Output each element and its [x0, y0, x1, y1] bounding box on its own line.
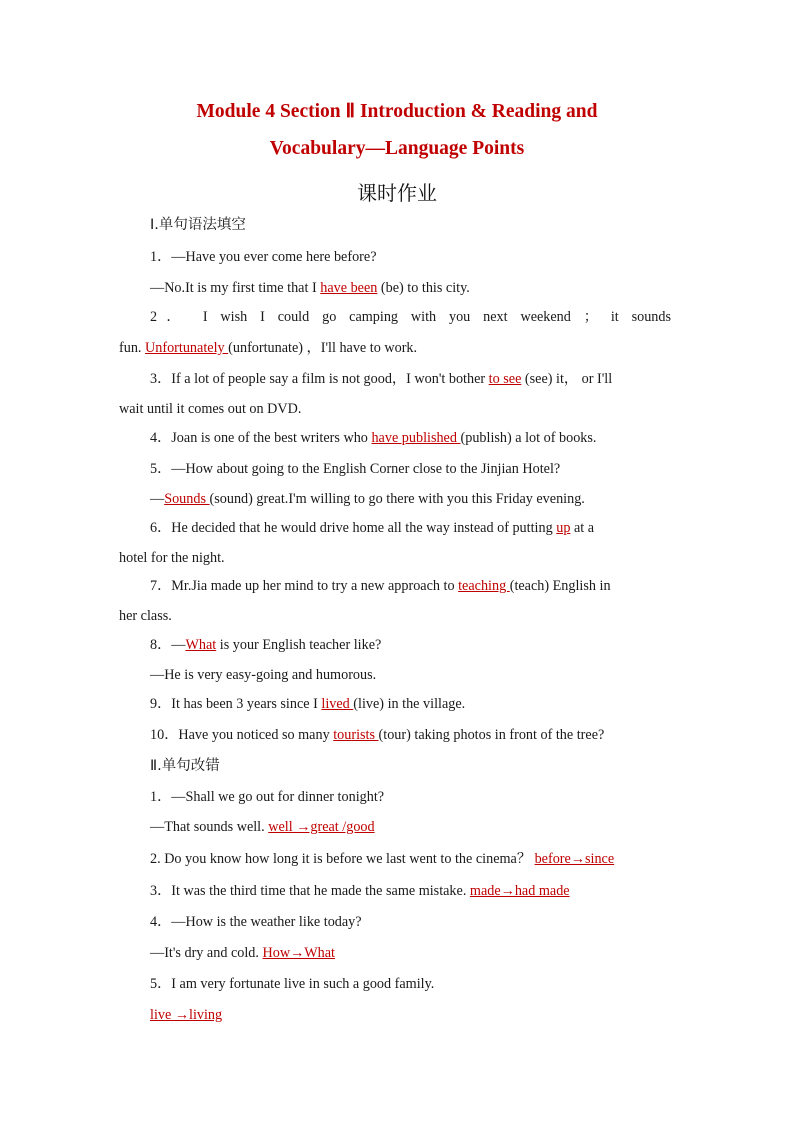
q10-text: 10．Have you noticed so many: [150, 727, 334, 743]
q3-answer: to see: [488, 371, 522, 387]
p2-q4-line-b: [150, 944, 335, 962]
q3-text: 3．If a lot of people say a film is not good，I won't bother: [150, 371, 489, 387]
q8-text: 8．—: [150, 637, 186, 653]
p2-q2-line: [150, 850, 614, 868]
q9-line: [150, 695, 465, 713]
p2-q4-answer: How→What: [262, 945, 335, 961]
q8-answer: What: [185, 637, 217, 653]
q4-text: 4．Joan is one of the best writers who: [150, 430, 372, 446]
q4-answer: have published: [371, 430, 461, 446]
q6-answer: up: [556, 520, 571, 536]
p2-q4-line-a: 4．—How is the weather like today?: [150, 914, 362, 930]
q10-line: [150, 726, 604, 744]
q7-text-post: (teach) English in: [509, 578, 611, 594]
p2-q5-line-a: 5．I am very fortunate live in such a good family.: [150, 976, 435, 992]
q1-line-a: 1．—Have you ever come here before?: [150, 249, 377, 265]
q1-text-post: (be) to this city.: [377, 280, 470, 296]
q7-answer: teaching: [458, 578, 510, 594]
p2-q4-text: —It's dry and cold.: [150, 945, 263, 961]
q5-answer: Sounds: [164, 491, 210, 507]
q8-line-b: —He is very easy-going and humorous.: [150, 667, 377, 683]
q6-line-b: hotel for the night.: [119, 550, 225, 566]
title-line-2: Vocabulary—Language Points: [269, 138, 525, 159]
q2-text-post: (unfortunate) ，I'll have to work.: [228, 340, 418, 356]
q2-answer: Unfortunately: [145, 340, 229, 356]
q4-line: [150, 429, 596, 447]
q3-text-post: (see) it， or I'll: [521, 371, 613, 387]
q2-line-a: 2． I wish I could go camping with you next weekend ； it sounds: [150, 309, 671, 325]
q10-text-post: (tour) taking photos in front of the tree?: [378, 727, 605, 743]
q3-line-a: [150, 370, 612, 388]
part1-heading: Ⅰ.单句语法填空: [150, 217, 246, 233]
q3-line-b: wait until it comes out on DVD.: [119, 401, 302, 417]
p2-q1-line-a: 1．—Shall we go out for dinner tonight?: [150, 789, 385, 805]
subtitle: 课时作业: [357, 181, 437, 205]
q5-text: —: [150, 491, 165, 507]
part2-heading: Ⅱ.单句改错: [150, 758, 220, 774]
q5-line-b: [150, 490, 585, 508]
q1-answer: have been: [320, 280, 378, 296]
p2-q5-answer: live →living: [150, 1007, 223, 1023]
q6-text: 6．He decided that he would drive home all the way instead of putting: [150, 520, 557, 536]
q9-text-post: (live) in the village.: [353, 696, 466, 712]
q6-line-a: [150, 519, 594, 537]
p2-q5-line-b: [150, 1006, 222, 1024]
q2-line-b: [119, 339, 417, 357]
p2-q3-text: 3．It was the third time that he made the same mistake.: [150, 883, 470, 899]
q2-text: fun.: [119, 340, 146, 356]
p2-q1-line-b: [150, 818, 375, 836]
q8-line-a: [150, 636, 381, 654]
q7-line-b: her class.: [119, 608, 172, 624]
p2-q1-text: —That sounds well.: [150, 819, 269, 835]
p2-q3-answer: made→had made: [469, 883, 570, 899]
p2-q2-text: 2. Do you know how long it is before we last went to the cinema？: [150, 851, 535, 867]
q5-line-a: 5．—How about going to the English Corner close to the Jinjian Hotel?: [150, 461, 561, 477]
q4-text-post: (publish) a lot of books.: [460, 430, 597, 446]
p2-q3-line: [150, 882, 570, 900]
title-line-1: Module 4 Section Ⅱ Introduction & Reading and: [196, 101, 598, 122]
q9-text: 9．It has been 3 years since I: [150, 696, 322, 712]
q9-answer: lived: [321, 696, 354, 712]
q7-text: 7．Mr.Jia made up her mind to try a new approach to: [150, 578, 459, 594]
p2-q1-answer: well →great /good: [268, 819, 375, 835]
q5-text-post: (sound) great.I'm willing to go there with you this Friday evening.: [209, 491, 585, 507]
p2-q2-answer: before→since: [534, 851, 615, 867]
q7-line-a: [150, 577, 611, 595]
q1-line-b: [150, 279, 470, 297]
q6-text-post: at a: [570, 520, 595, 536]
q8-text-post: is your English teacher like?: [216, 637, 382, 653]
q10-answer: tourists: [333, 727, 379, 743]
q1-text: —No.It is my first time that I: [150, 280, 321, 296]
